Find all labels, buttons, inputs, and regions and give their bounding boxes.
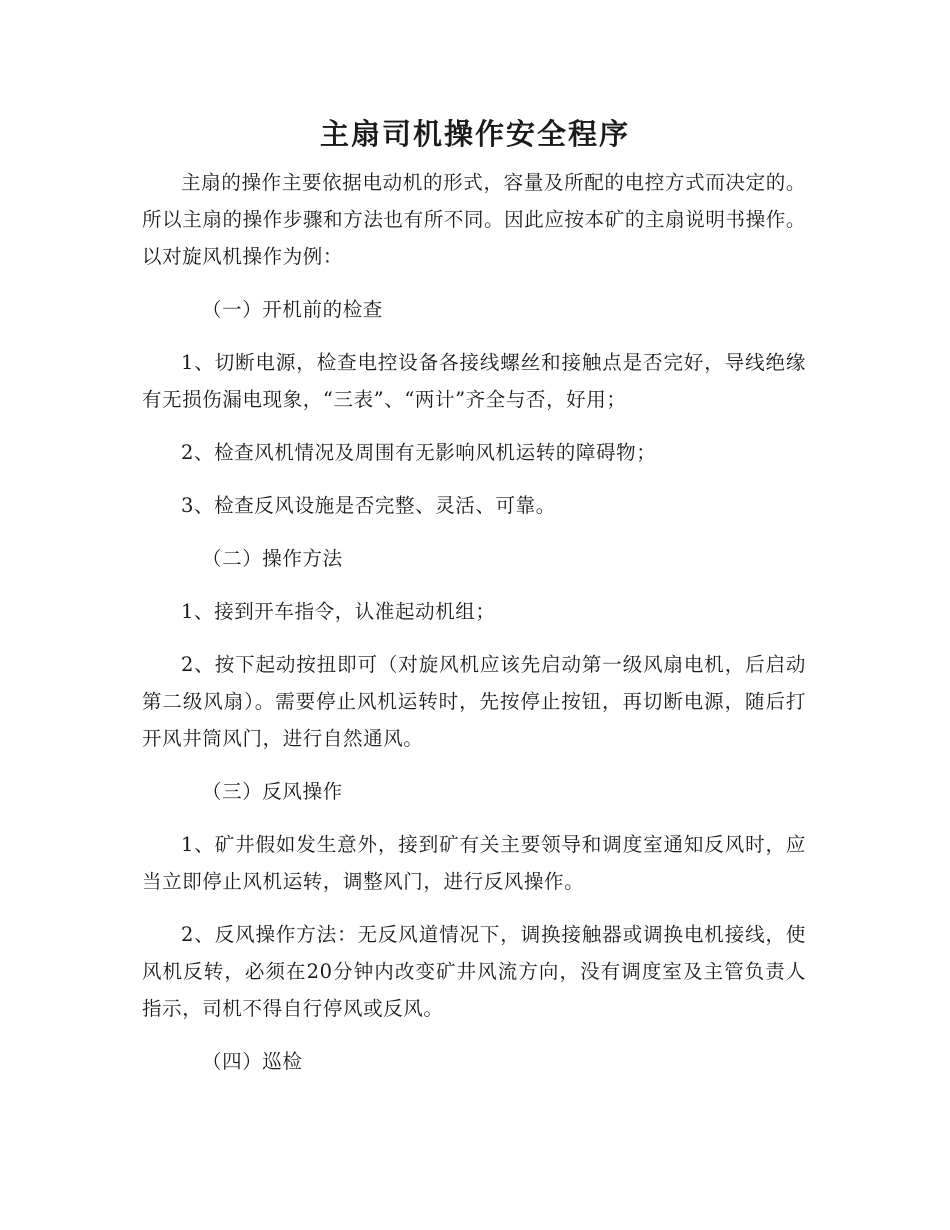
list-item: 2、检查风机情况及周围有无影响风机运转的障碍物； [181, 441, 657, 464]
document-body [142, 164, 806, 1096]
section-heading-4: （四）巡检 [202, 1050, 303, 1073]
page-title: 主扇司机操作安全程序 [319, 117, 630, 151]
list-item: 3、检查反风设施是否完整、灵活、可靠。 [181, 494, 556, 517]
list-item: 2、反风操作方法：无反风道情况下，调换接触器或调换电机接线，使风机反转，必须在20分钟内改变矿井风流方向，没有调度室及主管负责人指示，司机不得自行停风或反风。 [142, 923, 806, 1020]
list-item: 2、按下起动按扭即可（对旋风机应该先启动第一级风扇电机，后启动第二级风扇）。需要停止风机运转时，先按停止按钮，再切断电源，随后打开风井筒风门，进行自然通风。 [142, 653, 806, 750]
list-item: 1、切断电源，检查电控设备各接线螺丝和接触点是否完好，导线绝缘有无损伤漏电现象，“三表”、“两计”齐全与否，好用； [142, 351, 806, 411]
list-item: 1、矿井假如发生意外，接到矿有关主要领导和调度室通知反风时，应当立即停止风机运转，调整风门，进行反风操作。 [142, 833, 806, 893]
list-item: 1、接到开车指令，认准起动机组； [181, 600, 496, 623]
section-heading-3: （三）反风操作 [202, 780, 343, 803]
intro-paragraph: 主扇的操作主要依据电动机的形式，容量及所配的电控方式而决定的。所以主扇的操作步骤和方法也有所不同。因此应按本矿的主扇说明书操作。以对旋风机操作为例： [142, 171, 806, 268]
section-heading-1: （一）开机前的检查 [202, 298, 383, 321]
section-heading-2: （二）操作方法 [202, 547, 343, 570]
